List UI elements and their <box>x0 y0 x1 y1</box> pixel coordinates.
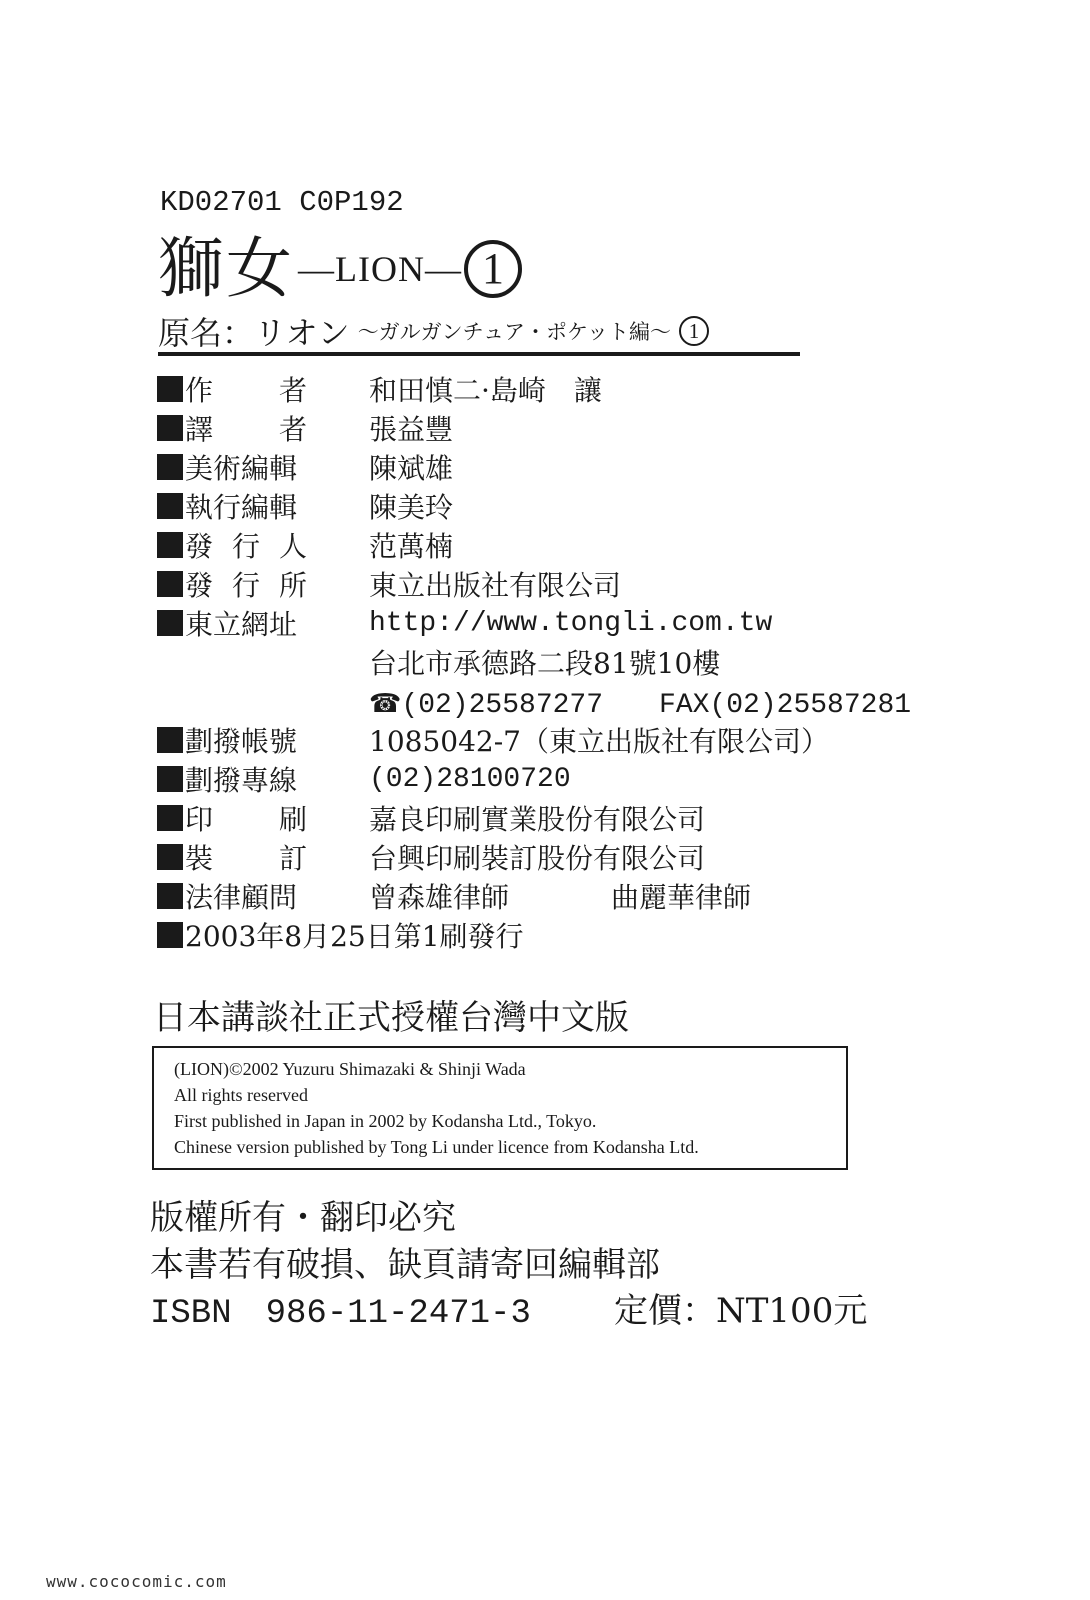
credit-label-char: 刷 <box>278 803 307 836</box>
original-title-label: 原名：リオン <box>158 314 350 352</box>
credit-label-text: 東立網址 <box>185 608 298 641</box>
phone-fax-value: (02)25587277 FAX(02)25587281 <box>401 690 912 721</box>
credit-value: 1085042-7（東立出版社有限公司） <box>369 725 829 758</box>
credit-label <box>185 603 307 643</box>
original-volume-number: 1 <box>679 316 709 346</box>
credit-label-text: 執行編輯 <box>185 491 298 524</box>
credit-value-secondary: 曲麗華律師 <box>611 881 752 914</box>
phone-fax-text <box>369 681 911 721</box>
bullet-square-icon <box>157 883 183 909</box>
copyright-line: (LION)©2002 Yuzuru Shimazaki & Shinji Wada <box>174 1059 526 1079</box>
credit-label-text: 劃撥帳號 <box>185 725 298 758</box>
credit-label-char: 發 <box>185 530 214 563</box>
title-divider <box>158 352 800 356</box>
credit-row-postal-account <box>157 721 829 759</box>
credit-label <box>185 798 307 838</box>
watermark: www.cococomic.com <box>46 1572 227 1591</box>
credit-value: 陳斌雄 <box>369 452 454 485</box>
copyright-line: Chinese version published by Tong Li under licence from Kodansha Ltd. <box>174 1137 699 1157</box>
credit-row-author <box>157 370 602 408</box>
credit-label-char: 譯 <box>185 413 214 446</box>
bullet-square-icon <box>157 766 183 792</box>
credit-label-char: 行 <box>231 569 260 602</box>
authorization-notice: 日本講談社正式授權台灣中文版 <box>153 998 629 1038</box>
copyright-line: First published in Japan in 2002 by Kodansha Ltd., Tokyo. <box>174 1111 597 1131</box>
original-subtitle: ～ガルガンチュア・ポケット編～ <box>357 320 672 344</box>
bullet-square-icon <box>157 805 183 831</box>
bullet-square-icon <box>157 727 183 753</box>
damage-notice: 本書若有破損、缺頁請寄回編輯部 <box>150 1245 660 1285</box>
credit-label-text: 法律顧問 <box>185 881 298 914</box>
credit-row-postal-hotline <box>157 760 571 798</box>
address-text: 台北市承德路二段81號10樓 <box>369 647 721 680</box>
credit-row-legal <box>157 877 752 915</box>
credit-value: (02)28100720 <box>369 763 571 795</box>
copyright-box <box>152 1046 848 1170</box>
isbn: ISBN 986-11-2471-3 <box>150 1295 531 1333</box>
bullet-square-icon <box>157 454 183 480</box>
credit-value: 陳美玲 <box>369 491 454 524</box>
title-main: 獅女 <box>158 230 294 307</box>
copyright-line: All rights reserved <box>174 1085 308 1105</box>
credit-label <box>185 525 307 565</box>
bullet-square-icon <box>157 493 183 519</box>
credit-label <box>185 408 307 448</box>
credit-label-char: 所 <box>278 569 307 602</box>
credit-label-char: 發 <box>185 569 214 602</box>
volume-number: 1 <box>464 240 522 298</box>
credit-row-translator <box>157 409 454 447</box>
price: 定價：NT100元 <box>614 1291 868 1331</box>
credit-label-char: 作 <box>185 374 214 407</box>
credit-value: 張益豐 <box>369 413 454 446</box>
credit-label <box>185 837 307 877</box>
bullet-square-icon <box>157 415 183 441</box>
bullet-square-icon <box>157 376 183 402</box>
bullet-square-icon <box>157 610 183 636</box>
credit-value: 范萬楠 <box>369 530 454 563</box>
publish-date-row <box>157 916 524 954</box>
telephone-icon: ☎ <box>369 689 402 719</box>
credit-label-char: 訂 <box>278 842 307 875</box>
credit-row-website <box>157 604 773 642</box>
credit-label-char: 者 <box>278 374 307 407</box>
bullet-square-icon <box>157 844 183 870</box>
credit-label <box>185 759 307 799</box>
catalog-code: KD02701 C0P192 <box>160 186 404 219</box>
original-title <box>158 311 709 351</box>
credit-label <box>185 720 307 760</box>
bullet-square-icon <box>157 532 183 558</box>
credit-row-publishing-house <box>157 565 622 603</box>
credit-row-binding <box>157 838 706 876</box>
credit-label <box>185 369 307 409</box>
book-title <box>158 228 522 310</box>
credit-label-char: 裝 <box>185 842 214 875</box>
credit-value: 東立出版社有限公司 <box>369 569 622 602</box>
credit-value: 嘉良印刷實業股份有限公司 <box>369 803 706 836</box>
credit-label-char: 人 <box>278 530 307 563</box>
credit-label-text: 美術編輯 <box>185 452 298 485</box>
credit-label-text: 劃撥專線 <box>185 764 298 797</box>
publish-date: 2003年8月25日第1刷發行 <box>185 920 524 953</box>
credit-row-publisher <box>157 526 454 564</box>
credit-label-char: 印 <box>185 803 214 836</box>
rights-notice: 版權所有・翻印必究 <box>150 1198 456 1238</box>
bullet-square-icon <box>157 922 183 948</box>
credit-value: 和田慎二·島崎 讓 <box>369 374 602 407</box>
credit-label <box>185 876 307 916</box>
title-sub: —LION— <box>298 249 462 289</box>
credit-label-char: 行 <box>231 530 260 563</box>
website-link[interactable]: http://www.tongli.com.tw <box>369 607 773 639</box>
credit-label <box>185 486 307 526</box>
credit-row-printing <box>157 799 706 837</box>
credit-label-char: 者 <box>278 413 307 446</box>
credit-row-art-editor <box>157 448 454 486</box>
credit-label <box>185 564 307 604</box>
credit-value: 台興印刷裝訂股份有限公司 <box>369 842 706 875</box>
credit-value: 曾森雄律師 <box>369 881 510 914</box>
bullet-square-icon <box>157 571 183 597</box>
credit-row-executive-editor <box>157 487 454 525</box>
credit-label <box>185 447 307 487</box>
